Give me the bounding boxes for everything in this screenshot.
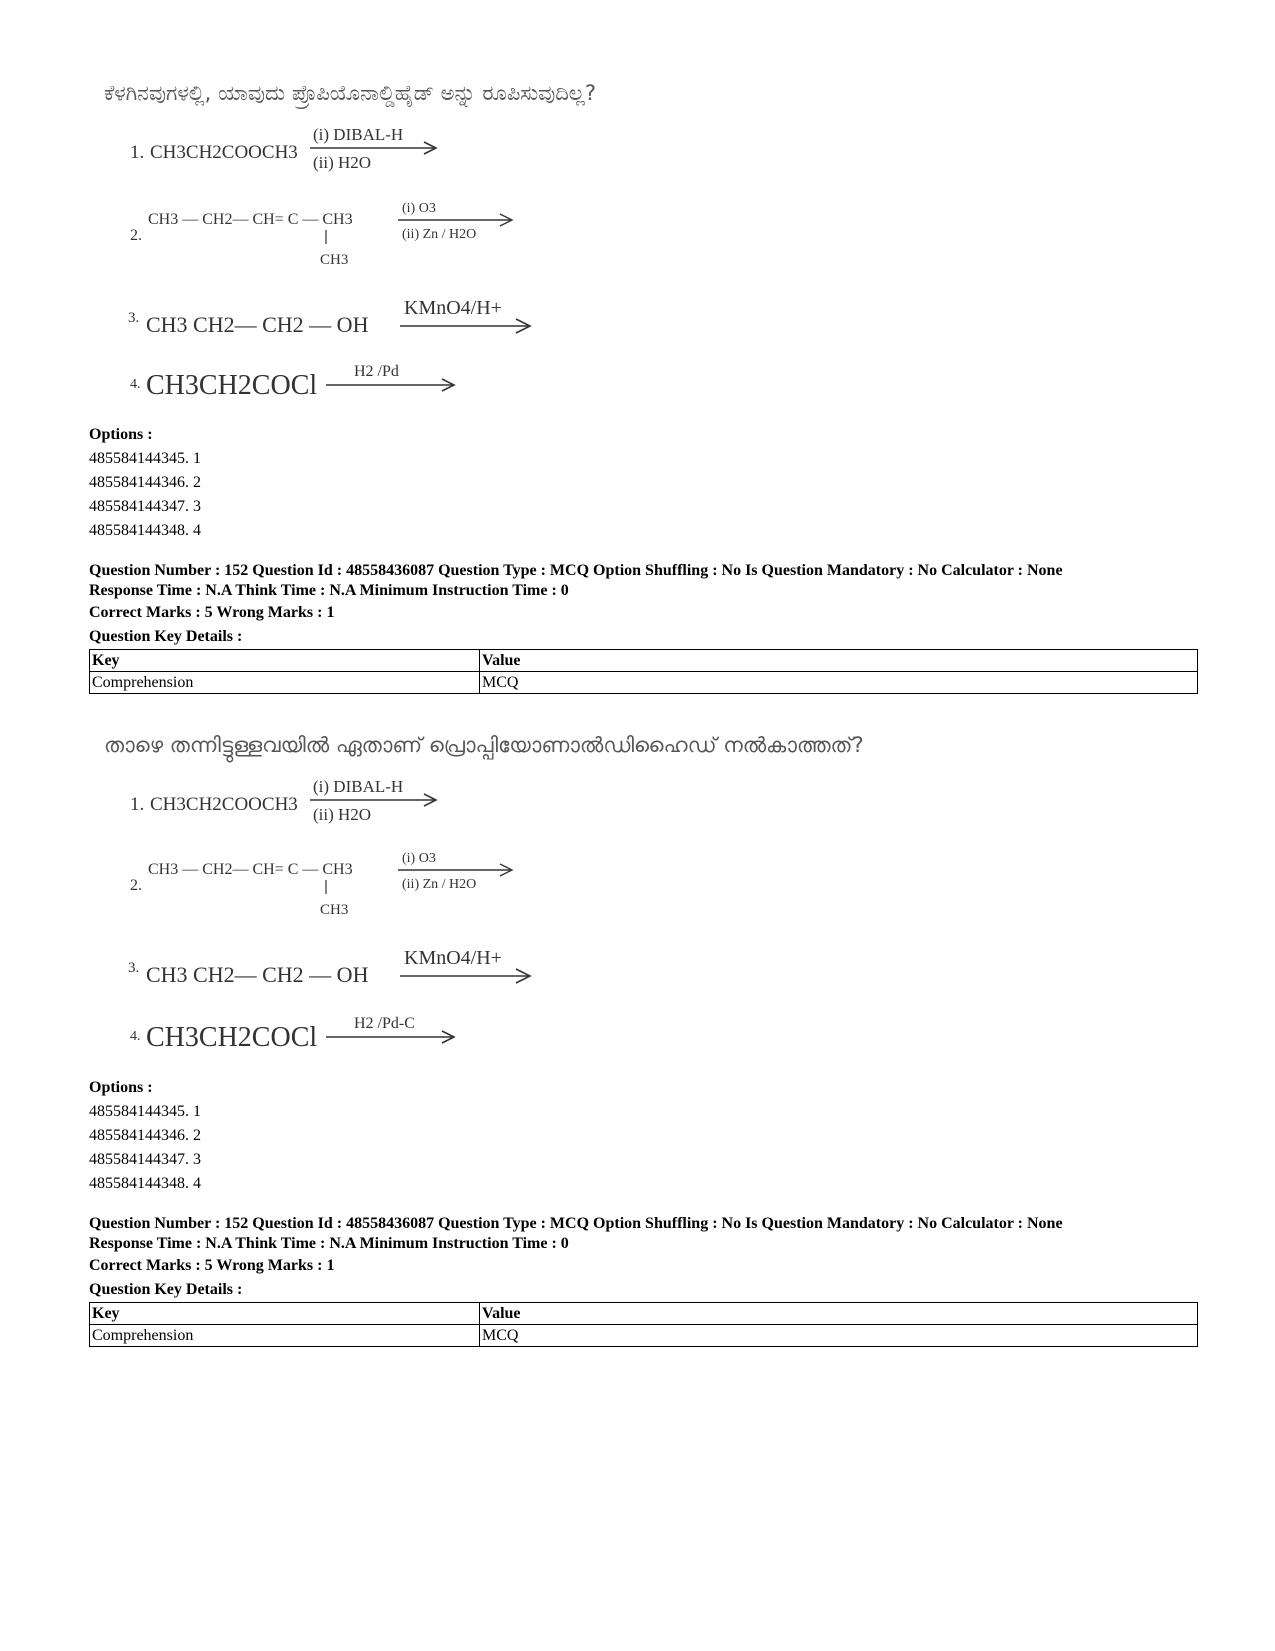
option-item: 485584144348. 4 bbox=[89, 522, 201, 539]
table-header-key: Key bbox=[90, 1303, 480, 1325]
options-label: Options : bbox=[89, 1079, 153, 1096]
question-1-figure bbox=[100, 72, 660, 412]
option-item: 485584144347. 3 bbox=[89, 498, 201, 515]
question-prompt: ಕೆಳಗಿನವುಗಳಲ್ಲಿ, ಯಾವುದು ಪ್ರೊಪಿಯೊನಾಲ್ಡಿಹೈಡ್ ಅನ್ನು ರೂಪಿಸುವುದಿಲ್ಲ? bbox=[104, 81, 597, 105]
question-meta-line-1: Question Number : 152 Question Id : 48558436087 Question Type : MCQ Option Shuffling : No Is Question Mandatory : No Calculator : None bbox=[89, 562, 1063, 579]
reaction-reagent-top: (i) O3 bbox=[402, 851, 436, 866]
question-key-table bbox=[89, 649, 1198, 694]
reaction-reactant: CH3 CH2— CH2 — OH bbox=[146, 312, 369, 337]
reaction-substituent: CH3 bbox=[320, 902, 349, 918]
reaction-substituent: CH3 bbox=[320, 252, 349, 268]
table-header-row bbox=[90, 1303, 1198, 1325]
reaction-reactant: CH3 CH2— CH2 — OH bbox=[146, 962, 369, 987]
question-meta-line-2: Response Time : N.A Think Time : N.A Minimum Instruction Time : 0 bbox=[89, 582, 569, 599]
reaction-reagent-bottom: (ii) H2O bbox=[313, 805, 372, 824]
question-marks: Correct Marks : 5 Wrong Marks : 1 bbox=[89, 1257, 335, 1274]
question-1-options-section bbox=[89, 423, 1199, 694]
table-cell-key: Comprehension bbox=[90, 672, 480, 694]
question-2-options-section bbox=[89, 1076, 1199, 1347]
table-row bbox=[90, 672, 1198, 694]
table-header-value: Value bbox=[480, 1303, 1198, 1325]
question-key-table bbox=[89, 1302, 1198, 1347]
reaction-reagent-top: (i) O3 bbox=[402, 201, 436, 216]
reaction-reactant: CH3CH2COOCH3 bbox=[150, 142, 298, 163]
table-header-key: Key bbox=[90, 650, 480, 672]
option-item: 485584144347. 3 bbox=[89, 1151, 201, 1168]
reaction-number: 3. bbox=[128, 960, 140, 976]
reaction-reactant: CH3 — CH2— CH= C — CH3 bbox=[148, 211, 353, 228]
question-2-figure bbox=[100, 722, 864, 1062]
reaction-number: 4. bbox=[130, 1029, 141, 1044]
reaction-reactant: CH3CH2COCl bbox=[146, 370, 318, 401]
reaction-reagent-bottom: (ii) Zn / H2O bbox=[402, 227, 477, 242]
reaction-number: 2. bbox=[130, 227, 142, 244]
option-item: 485584144346. 2 bbox=[89, 1127, 201, 1144]
option-item: 485584144346. 2 bbox=[89, 474, 201, 491]
reaction-reactant: CH3CH2COOCH3 bbox=[150, 794, 298, 815]
reaction-reactant: CH3 — CH2— CH= C — CH3 bbox=[148, 861, 353, 878]
table-header-value: Value bbox=[480, 650, 1198, 672]
table-header-row bbox=[90, 650, 1198, 672]
reaction-reactant: CH3CH2COCl bbox=[146, 1022, 318, 1053]
question-key-details-label: Question Key Details : bbox=[89, 628, 243, 645]
reaction-number: 4. bbox=[130, 377, 141, 392]
question-prompt: താഴെ തന്നിട്ടുള്ളവയിൽ ഏതാണ് പ്രൊപ്പിയോണാൽഡിഹൈഡ് നൽകാത്തത്? bbox=[104, 733, 864, 757]
table-cell-value: MCQ bbox=[480, 1325, 1198, 1347]
reaction-number: 2. bbox=[130, 877, 142, 894]
question-1-image bbox=[100, 72, 660, 412]
reaction-reagent-top: KMnO4/H+ bbox=[404, 297, 502, 319]
reaction-reagent-top: (i) DIBAL-H bbox=[313, 777, 404, 796]
table-cell-key: Comprehension bbox=[90, 1325, 480, 1347]
question-meta-line-2: Response Time : N.A Think Time : N.A Minimum Instruction Time : 0 bbox=[89, 1235, 569, 1252]
reaction-number: 1. bbox=[130, 794, 145, 815]
reaction-reagent-bottom: (ii) H2O bbox=[313, 153, 372, 172]
question-marks: Correct Marks : 5 Wrong Marks : 1 bbox=[89, 604, 335, 621]
reaction-reagent-top: KMnO4/H+ bbox=[404, 947, 502, 969]
table-row bbox=[90, 1325, 1198, 1347]
question-key-details-label: Question Key Details : bbox=[89, 1281, 243, 1298]
reaction-number: 1. bbox=[130, 142, 145, 163]
option-item: 485584144345. 1 bbox=[89, 1103, 201, 1120]
question-2-image bbox=[100, 722, 864, 1062]
options-label: Options : bbox=[89, 426, 153, 443]
reaction-reagent-top: H2 /Pd-C bbox=[354, 1015, 415, 1032]
reaction-reagent-bottom: (ii) Zn / H2O bbox=[402, 877, 477, 892]
option-item: 485584144348. 4 bbox=[89, 1175, 201, 1192]
reaction-number: 3. bbox=[128, 310, 140, 326]
option-item: 485584144345. 1 bbox=[89, 450, 201, 467]
table-cell-value: MCQ bbox=[480, 672, 1198, 694]
question-meta-line-1: Question Number : 152 Question Id : 48558436087 Question Type : MCQ Option Shuffling : No Is Question Mandatory : No Calculator : None bbox=[89, 1215, 1063, 1232]
reaction-reagent-top: H2 /Pd bbox=[354, 363, 399, 380]
reaction-reagent-top: (i) DIBAL-H bbox=[313, 125, 404, 144]
